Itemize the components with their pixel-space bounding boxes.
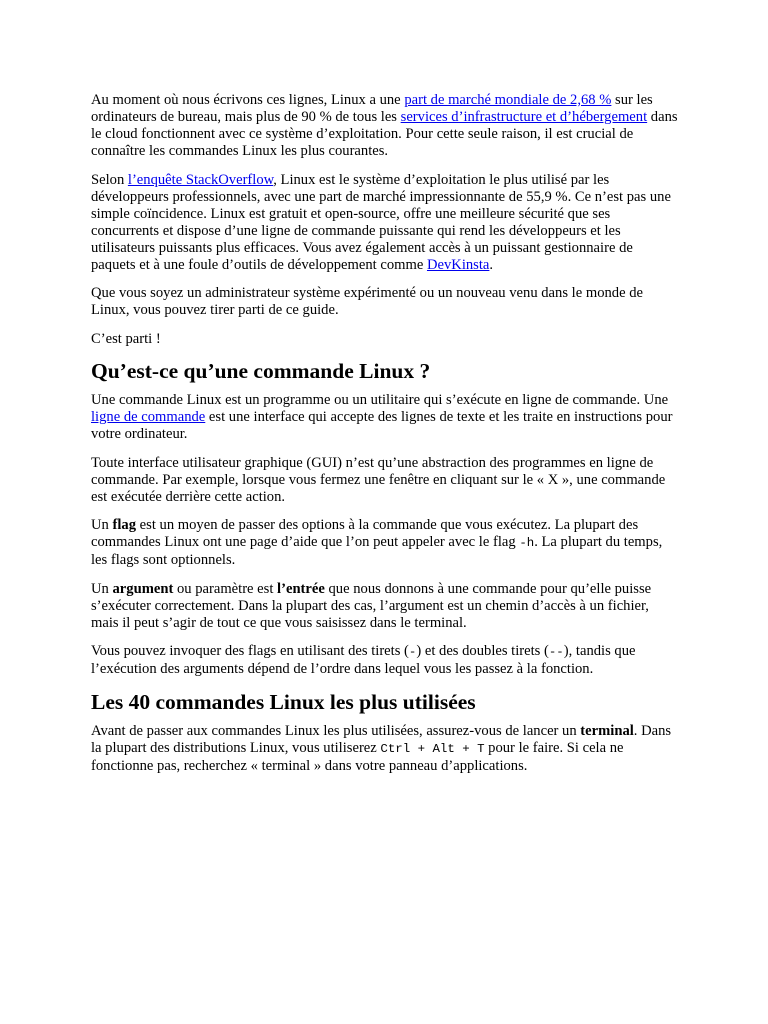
text: pour le faire. Si cela ne fonctionne pas, recherchez « terminal » dans votre panneau d’applications. — [91, 739, 624, 774]
stackoverflow-survey-link[interactable]: l’enquête StackOverflow — [127, 171, 274, 188]
text: . — [489, 256, 494, 273]
dashes-paragraph — [91, 643, 679, 678]
text: dans le cloud fonctionnent avec ce système d’exploitation. Pour cette seule raison, il est crucial de connaître les commandes Linux les plus courantes. — [91, 109, 678, 159]
section-heading-top-40: Les 40 commandes Linux les plus utilisées — [91, 689, 476, 714]
text: . Dans la plupart des distributions Linux, vous utiliserez — [91, 722, 672, 756]
argument-paragraph — [91, 581, 679, 632]
text: est un moyen de passer des options à la commande que vous exécutez. La plupart des commandes Linux ont une page d’aide que l’on peut appeler avec le flag — [91, 517, 639, 550]
infrastructure-services-link[interactable]: services d’infrastructure et d’hébergement — [400, 109, 648, 125]
lets-go-paragraph: C’est parti ! — [91, 330, 161, 347]
text: Une commande Linux est un programme ou un utilitaire qui s’exécute en ligne de commande. Une — [91, 392, 669, 408]
double-dash-code: -- — [548, 645, 564, 659]
text: est une interface qui accepte des lignes de texte et les traite en instructions pour votre ordinateur. — [91, 409, 673, 442]
stackoverflow-paragraph — [91, 172, 679, 274]
shortcut-code: Ctrl + Alt + T — [380, 741, 485, 756]
guide-paragraph: Que vous soyez un administrateur système expérimenté ou un nouveau venu dans le monde de Linux, vous pouvez tirer parti de ce guide. — [91, 285, 643, 318]
text: . La plupart du temps, les flags sont optionnels. — [91, 534, 663, 568]
intro-paragraph — [91, 92, 679, 160]
text: Selon — [91, 171, 128, 188]
single-dash-code: - — [408, 645, 417, 659]
text: Au moment où nous écrivons ces lignes, Linux a une — [91, 92, 405, 108]
help-flag-code: -h — [519, 536, 535, 550]
text: Un — [91, 517, 113, 533]
text: Vous pouvez invoquer des flags en utilisant des tirets ( — [91, 643, 409, 659]
gui-paragraph: Toute interface utilisateur graphique (GUI) n’est qu’une abstraction des programmes en ligne de commande. Par exemple, lorsque vous fermez une fenêtre en cliquant sur le « X », une commande est exécutée derrière cette action. — [91, 454, 666, 505]
devkinsta-link[interactable]: DevKinsta — [426, 256, 490, 273]
market-share-link[interactable]: part de marché mondiale de 2,68 % — [404, 92, 612, 108]
command-definition-paragraph — [91, 392, 679, 443]
text: ) et des doubles tirets ( — [416, 643, 549, 659]
flag-paragraph — [91, 517, 679, 569]
command-line-link[interactable]: ligne de commande — [91, 409, 206, 425]
text: , Linux est le système d’exploitation le plus utilisé par les développeurs professionnels, avec une part de marché impressionnante de 55,9 %. Ce n’est pas une simple coïncidence. Linux est gratuit et open-source, offre une meilleure sécurité que ses concurrents et dispose d’une ligne de commande puissante qui rend les développeurs et les utilisateurs puissants plus efficaces. Vous avez également accès à un puissant gestionnaire de paquets et à une foule d’outils de développement comme — [91, 171, 671, 273]
text: ou paramètre est — [173, 580, 278, 597]
input-term: l’entrée — [277, 580, 325, 597]
section-heading-what-is-command: Qu’est-ce qu’une commande Linux ? — [91, 359, 431, 383]
text: ), tandis que l’exécution des arguments dépend de l’ordre dans lequel vous les passez à la fonction. — [91, 643, 636, 677]
terminal-term: terminal — [580, 722, 634, 739]
text: Un — [91, 580, 113, 597]
text: que nous donnons à une commande pour qu’elle puisse s’exécuter correctement. Dans la plupart des cas, l’argument est un chemin d’accès à un fichier, mais il peut s’agir de tout ce que vous saisissez dans le terminal. — [91, 580, 652, 631]
terminal-paragraph — [91, 723, 679, 775]
flag-term: flag — [112, 517, 137, 533]
text: sur les ordinateurs de bureau, mais plus de 90 % de tous les — [91, 92, 653, 125]
argument-term: argument — [112, 580, 174, 597]
article-body — [91, 92, 679, 786]
text: Avant de passer aux commandes Linux les plus utilisées, assurez-vous de lancer un — [91, 722, 581, 739]
